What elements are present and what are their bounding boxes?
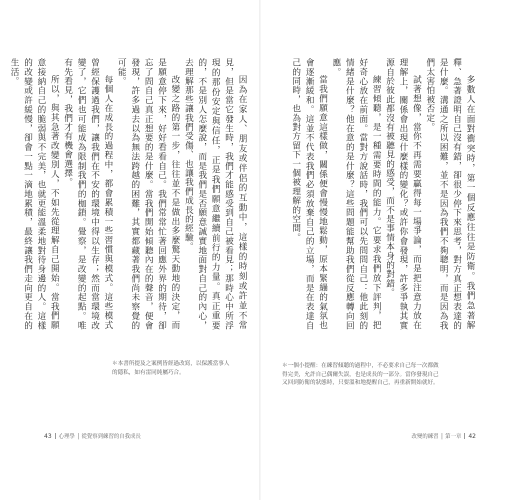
left-paragraph: 每個人在成長的過程中，都會累積一些習慣與模式。這些模式曾經保護過我們，讓我們在不安的環境中得以生存；然而當環境改變了，它們也可能成為限制我們的枷鎖。覺察，是改變的起點。唯有先看見，我們才有機會選擇。 (62, 58, 113, 330)
right-paragraph: 當我們願意這樣做，關係便會慢慢地鬆動，原本緊繃的氣氛也會逐漸緩和。這並不代表我們必須放棄自己的立場，而是在表達自己的同時，也為對方留下一個被理解的空間。 (290, 58, 328, 330)
folio-divider (55, 433, 56, 439)
running-head: 心理學 │ 從覺察到練習的自我成長 (58, 434, 141, 440)
left-folio (44, 432, 141, 440)
left-body-text (9, 58, 248, 330)
page-number: 43 (44, 433, 52, 440)
right-paragraph: 試著想像，當你不再需要贏得每一場爭論，而是把注意力放在理解上，關係會出現什麼樣的變化？或許你會發現，許多爭執其實源自於彼此都沒有被聽見的感受，而不是事情本身的對錯。 (384, 58, 422, 330)
left-footnote: ＊本書所提及之案例皆經過改寫，以保護當事人的隱私，如有雷同純屬巧合。 (112, 361, 230, 376)
left-paragraph: 所以，與其急著改變別人，不如先從理解自己開始。當我們願意接納自己的脆弱與不完美，也就更能溫柔地對待身邊的人。這樣的改變或許緩慢，卻會一點一滴地累積，最終讓我們走向更自在的生活。 (9, 58, 60, 330)
right-paragraph: 多數人在面對衝突時，第一個反應往往是防衛。我們急著解釋、急著證明自己沒有錯，卻很少停下來思考，對方真正想表達的是什麼。溝通之所以困難，並不是因為我們不夠聰明，而是因為我們太害怕被否定。 (424, 58, 475, 330)
running-head: 改變的練習 │ 第一章 (411, 434, 462, 440)
left-paragraph: 因為在家人、朋友或伴侶的互動中，這樣的時刻或許並不常見，但是當它發生時，我們才能感受到自己被看見；那時心中所浮現的那份安定與信任，正是我們願意繼續前行的力量。真正重要的，不是別人怎麼說，而是我們是否願意誠實地面對自己的內心，去理解那些讓我們受傷、也讓我們成長的經驗。 (183, 58, 247, 330)
right-paragraph: 練習傾聽，是一種需要時間的能力。它要求我們放下評判，把好奇心放在前面。當對方說話時，我們可以先問問自己：他此刻的情緒是什麼？他在意的是什麼？這些問題能幫助我們從反應轉向回應。 (330, 58, 382, 330)
left-paragraph: 改變之路的第一步，往往並不是做出多麼驚天動地的決定，而是願意停下來，好好看看自己。我們常常忙著回應外界的期待，卻忘了問自己真正想要的是什麼。當我們開始傾聽內在的聲音，便會發現，許多過去以為無法跨越的困難，其實都藏著我們尚未察覺的可能。 (116, 58, 180, 330)
folio-divider (464, 433, 465, 439)
right-folio (412, 432, 476, 440)
page-number: 42 (468, 433, 476, 440)
right-body-text (276, 58, 476, 330)
right-page (260, 0, 520, 500)
right-footnote: ＊一個小提醒：在練習傾聽的過程中，不必要求自己每一次都做得完美，允許自己偶爾失誤，也是成長的一部分。當你發現自己又回到防衛的狀態時，只要溫和地提醒自己，再重新開始就好。 (282, 363, 439, 387)
